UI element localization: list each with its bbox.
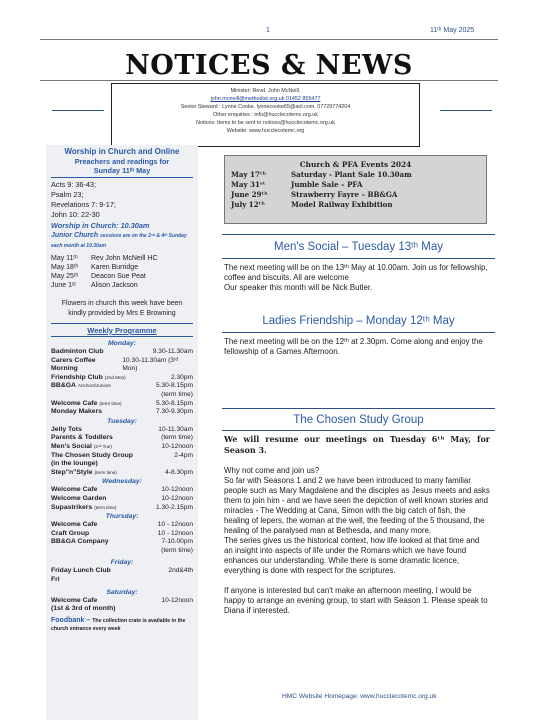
ladies-friendship-heading: Ladies Friendship – Monday 12ᵗʰ May bbox=[262, 315, 455, 327]
activity-name: Badminton Club bbox=[51, 348, 104, 355]
tuesday-list bbox=[51, 426, 193, 478]
activity-name: Men's Social bbox=[51, 442, 92, 450]
activity-name: (in the lounge) bbox=[51, 460, 98, 468]
activity-name: Welcome Garden bbox=[51, 494, 107, 502]
programme-activity bbox=[51, 426, 82, 435]
preacher-name: Rev John McNeill HC bbox=[91, 255, 158, 262]
activity-name: Welcome Cafe bbox=[51, 521, 98, 529]
reading-item: John 10: 22-30 bbox=[51, 210, 100, 219]
programme-row bbox=[51, 452, 193, 461]
mens-social-text bbox=[224, 263, 490, 293]
section-rule bbox=[222, 430, 495, 431]
monday-list bbox=[51, 348, 193, 417]
chosen-heading: The Chosen Study Group bbox=[293, 414, 424, 426]
activity-time: 5.30-8.15pm bbox=[155, 382, 193, 390]
activity-time: 7.30-9.30pm bbox=[155, 408, 193, 416]
event-row bbox=[231, 180, 480, 190]
activity-time: 10-12noon bbox=[161, 442, 193, 450]
worship-subtitle-1: Preachers and readings for bbox=[74, 157, 170, 166]
programme-row bbox=[51, 605, 193, 614]
activity-note: (2nd Mon) bbox=[104, 374, 126, 380]
activity-name: Welcome Cafe bbox=[51, 486, 98, 494]
preacher-date: June 1ˢᵗ bbox=[51, 282, 76, 289]
programme-activity bbox=[51, 567, 111, 576]
programme-row bbox=[51, 538, 193, 547]
divider bbox=[51, 323, 193, 324]
programme-row bbox=[51, 348, 193, 357]
footer-website[interactable]: HMC Website Homepage: www.hucclecotemc.org.uk bbox=[282, 693, 437, 700]
day-heading-wednesday: Wednesday: bbox=[102, 478, 142, 486]
event-date: May 17ᵗʰ bbox=[231, 170, 267, 179]
activity-time: (term time) bbox=[161, 390, 193, 398]
programme-row bbox=[51, 567, 193, 576]
activity-time: 10 - 12noon bbox=[157, 529, 193, 537]
chosen-body bbox=[224, 466, 490, 616]
activity-time: 2nd&4th bbox=[168, 567, 193, 575]
programme-activity bbox=[51, 576, 60, 585]
activity-name: (1st & 3rd of month) bbox=[51, 605, 116, 613]
activity-name: BB&GA Company bbox=[51, 538, 109, 546]
preacher-row bbox=[51, 281, 193, 290]
foodbank-label: Foodbank – bbox=[51, 616, 91, 624]
activity-note: (2ⁿᵈ Tue) bbox=[93, 443, 112, 449]
header-rule-bottom bbox=[40, 80, 498, 81]
event-date: May 31ˢᵗ bbox=[231, 180, 266, 189]
programme-activity bbox=[51, 521, 97, 530]
event-name: Saturday - Plant Sale 10.30am bbox=[291, 170, 412, 179]
activity-name: Monday Makers bbox=[51, 408, 102, 416]
activity-name: Carers Coffee Morning bbox=[51, 356, 96, 373]
activity-time: 10-12noon bbox=[161, 596, 193, 604]
programme-row bbox=[51, 426, 193, 435]
activity-time: 5.30-8.15pm bbox=[155, 399, 193, 407]
activity-note: (term time) bbox=[94, 504, 117, 510]
programme-row bbox=[51, 400, 193, 409]
chosen-question: Why not come and join us? bbox=[224, 466, 320, 475]
day-heading-friday: Friday: bbox=[110, 559, 134, 567]
activity-time: 10 - 12noon bbox=[157, 521, 193, 529]
junior-church-label: Junior Church bbox=[51, 232, 99, 239]
junior-church bbox=[51, 231, 193, 251]
reading-item: Revelations 7: 9-17; bbox=[51, 200, 116, 209]
reading-item: Acts 9: 36-43; bbox=[51, 180, 97, 189]
section-rule bbox=[222, 408, 495, 409]
chosen-lead: We will resume our meetings on Tuesday 6ᵗʰ May, for Season 3. bbox=[224, 434, 490, 455]
activity-time: 7-10.00pm bbox=[161, 538, 193, 546]
preacher-row bbox=[51, 263, 193, 272]
programme-row bbox=[51, 486, 193, 495]
event-name: Model Railway Exhibition bbox=[291, 200, 393, 209]
preacher-row bbox=[51, 254, 193, 263]
event-row bbox=[231, 200, 480, 210]
contact-minister-email[interactable]: john.mcneill@methodist.org.uk 01452 855477 bbox=[210, 95, 321, 102]
flowers-note: Flowers in church this week have been kindly provided by Mrs E Browning bbox=[61, 300, 183, 317]
programme-row bbox=[51, 460, 193, 469]
activity-name: Friday Lunch Club bbox=[51, 567, 111, 575]
programme-activity bbox=[51, 495, 106, 504]
foodbank-text: The collection crate is available in the church entrance every week bbox=[51, 617, 186, 632]
programme-activity bbox=[51, 530, 89, 539]
activity-time: 2-4pm bbox=[174, 451, 193, 459]
programme-row bbox=[51, 597, 193, 606]
day-heading-tuesday: Tuesday: bbox=[107, 417, 137, 425]
programme-activity bbox=[51, 400, 122, 409]
programme-activity bbox=[51, 460, 98, 469]
left-sidebar bbox=[46, 145, 198, 720]
programme-row bbox=[51, 382, 193, 391]
reading-item: Psalm 23; bbox=[51, 190, 84, 199]
chosen-para-3: If anyone is interested but can't make an afternoon meeting, I would be happy to arrange an evening group, to start with Season 1. Please speak to Diana if interested. bbox=[224, 586, 488, 615]
contact-notices: Notices: Items to be sent to notices@hucclecotemc.org.uk bbox=[196, 119, 335, 126]
activity-name: Craft Group bbox=[51, 529, 90, 537]
activity-time: 9.30-11.30am bbox=[152, 348, 193, 355]
thursday-list bbox=[51, 521, 193, 555]
programme-row bbox=[51, 357, 193, 374]
programme-activity bbox=[51, 408, 102, 417]
programme-activity bbox=[51, 452, 133, 461]
page-title: NOTICES & NEWS bbox=[125, 50, 413, 81]
preacher-name: Karen Burridge bbox=[91, 264, 139, 271]
wednesday-list bbox=[51, 486, 193, 512]
event-date: June 29ᵗʰ bbox=[231, 190, 268, 199]
event-name: Jumble Sale – PFA bbox=[291, 180, 363, 189]
junior-church-note: sessions are on the 2ⁿᵈ & 4ᵗʰ Sunday each month at 10.30am bbox=[51, 233, 187, 249]
programme-activity bbox=[51, 486, 97, 495]
activity-name: Step"n"Style bbox=[51, 468, 93, 476]
preacher-name: Alison Jackson bbox=[91, 282, 138, 289]
activity-time: 10-12noon bbox=[161, 486, 193, 494]
page-number: 1 bbox=[266, 27, 270, 34]
programme-activity bbox=[51, 434, 113, 443]
programme-row bbox=[51, 408, 193, 417]
activity-time: 10-11.30am bbox=[158, 425, 193, 433]
preacher-list bbox=[51, 254, 193, 290]
programme-row bbox=[51, 530, 193, 539]
preacher-date: May 11ᵗʰ bbox=[51, 255, 78, 262]
activity-time: 10-12noon bbox=[161, 494, 193, 502]
preacher-date: May 18ᵗʰ bbox=[51, 264, 79, 271]
day-heading-thursday: Thursday: bbox=[105, 513, 139, 521]
header-rule-top bbox=[40, 39, 498, 40]
programme-activity bbox=[51, 382, 111, 391]
activity-name: Welcome Cafe bbox=[51, 596, 98, 604]
programme-activity bbox=[51, 348, 103, 357]
programme-row bbox=[51, 504, 193, 513]
activity-time: 2.30pm bbox=[171, 373, 193, 381]
activity-name: Friendship Club bbox=[51, 373, 103, 381]
programme-activity bbox=[51, 443, 112, 452]
worship-title: Worship in Church and Online bbox=[64, 147, 180, 156]
programme-activity bbox=[51, 469, 117, 478]
activity-note: (term time) bbox=[94, 469, 117, 475]
activity-time: 4-8.30pm bbox=[165, 468, 193, 476]
mens-social-heading: Men's Social – Tuesday 13ᵗʰ May bbox=[274, 241, 443, 253]
programme-row bbox=[51, 391, 193, 400]
event-row bbox=[231, 170, 480, 180]
mens-social-para: The next meeting will be on the 13ᵗʰ May at 10.00am. Join us for fellowship, coffee and biscuits. All are welcome bbox=[224, 263, 488, 282]
programme-row bbox=[51, 495, 193, 504]
programme-row bbox=[51, 443, 193, 452]
mens-social-speaker: Our speaker this month will be Nick Butler. bbox=[224, 283, 373, 292]
activity-name: Fri bbox=[51, 576, 60, 584]
worship-subtitle-2: Sunday 11ᵗʰ May bbox=[93, 166, 151, 175]
divider bbox=[51, 336, 193, 337]
activity-name: Jelly Tots bbox=[51, 425, 82, 433]
programme-row bbox=[51, 434, 193, 443]
events-box bbox=[224, 155, 487, 224]
preacher-row bbox=[51, 272, 193, 281]
activity-time: (term time) bbox=[161, 546, 193, 554]
preacher-date: May 25ᵗʰ bbox=[51, 273, 79, 280]
event-row bbox=[231, 190, 480, 200]
events-heading: Church & PFA Events 2024 bbox=[299, 160, 412, 169]
programme-row bbox=[51, 521, 193, 530]
event-name: Strawberry Fayre – BB&GA bbox=[291, 190, 398, 199]
contact-enquiries: Other enquiries : info@hucclecotemc.org.uk bbox=[213, 111, 318, 118]
contact-box bbox=[111, 83, 420, 147]
activity-note: (term time) bbox=[99, 400, 122, 406]
programme-activity bbox=[51, 504, 116, 513]
activity-note: Anchors/Juniors bbox=[77, 383, 111, 389]
activity-name: BB&GA bbox=[51, 382, 76, 390]
activity-name: The Chosen Study Group bbox=[51, 451, 133, 459]
section-rule bbox=[222, 234, 495, 235]
divider bbox=[51, 177, 193, 178]
contact-steward: Senior Steward : Lynne Cooke, lynnecooke65@aol.com, 07729774204 bbox=[180, 103, 351, 110]
friday-list bbox=[51, 567, 193, 584]
saturday-list bbox=[51, 597, 193, 614]
programme-activity bbox=[51, 605, 116, 614]
activity-time: 1.30-2.15pm bbox=[155, 503, 193, 511]
programme-activity bbox=[51, 357, 122, 374]
chosen-para-2: The series gives us the historical context, how life looked at that time and an insight into aspects of life under the Romans which we have found enhances our understanding. While there is some dramatic licence, everything is done with respect for the scriptures. bbox=[224, 536, 480, 575]
preacher-name: Deacon Sue Peat bbox=[91, 273, 146, 280]
activity-name: Parents & Toddlers bbox=[51, 434, 113, 442]
day-heading-monday: Monday: bbox=[108, 340, 136, 347]
weekly-programme-title: Weekly Programme bbox=[87, 326, 157, 335]
contact-website[interactable]: Website: www.hucclecotemc.org bbox=[226, 127, 305, 134]
chosen-para-1: So far with Seasons 1 and 2 we have been introduced to many familiar people such as Mary Magdalene and the disciples as Jesus meets and asks them to join him - and we have seen the depiction of well known stories and miracles - The Wedding at Cana, Simon with the big catch of fish, the healing of lepers, the woman at the well, the feeding of the 5 thousand, the healing of the paralysed man at Bethesda, and many more. bbox=[224, 476, 490, 535]
programme-row bbox=[51, 374, 193, 383]
section-rule bbox=[222, 258, 495, 259]
day-heading-saturday: Saturday: bbox=[106, 588, 138, 596]
ladies-friendship-text: The next meeting will be on the 12ᵗʰ at 2.30pm. Come along and enjoy the fellowship of a Games Afternoon. bbox=[224, 337, 483, 356]
section-rule bbox=[222, 332, 495, 333]
programme-activity bbox=[51, 597, 97, 606]
programme-row bbox=[51, 576, 193, 585]
contact-minister: Minister: Revd. John McNeill, bbox=[230, 88, 301, 94]
programme-row bbox=[51, 547, 193, 556]
activity-time: (term time) bbox=[161, 434, 193, 442]
programme-activity bbox=[51, 538, 109, 547]
decorative-rule-left bbox=[52, 110, 104, 111]
activity-name: Supastrikers bbox=[51, 503, 93, 511]
activity-time: 10.30-11.30am (3ʳᵈ Mon) bbox=[122, 356, 179, 373]
activity-name: Welcome Cafe bbox=[51, 399, 98, 407]
programme-row bbox=[51, 469, 193, 478]
issue-date: 11ᵗʰ May 2025 bbox=[430, 27, 475, 34]
decorative-rule-right bbox=[440, 110, 492, 111]
programme-activity bbox=[51, 374, 126, 383]
foodbank-note bbox=[51, 617, 193, 633]
event-date: July 12ᵗʰ bbox=[231, 200, 266, 209]
worship-time: Worship in Church: 10.30am bbox=[51, 221, 150, 230]
